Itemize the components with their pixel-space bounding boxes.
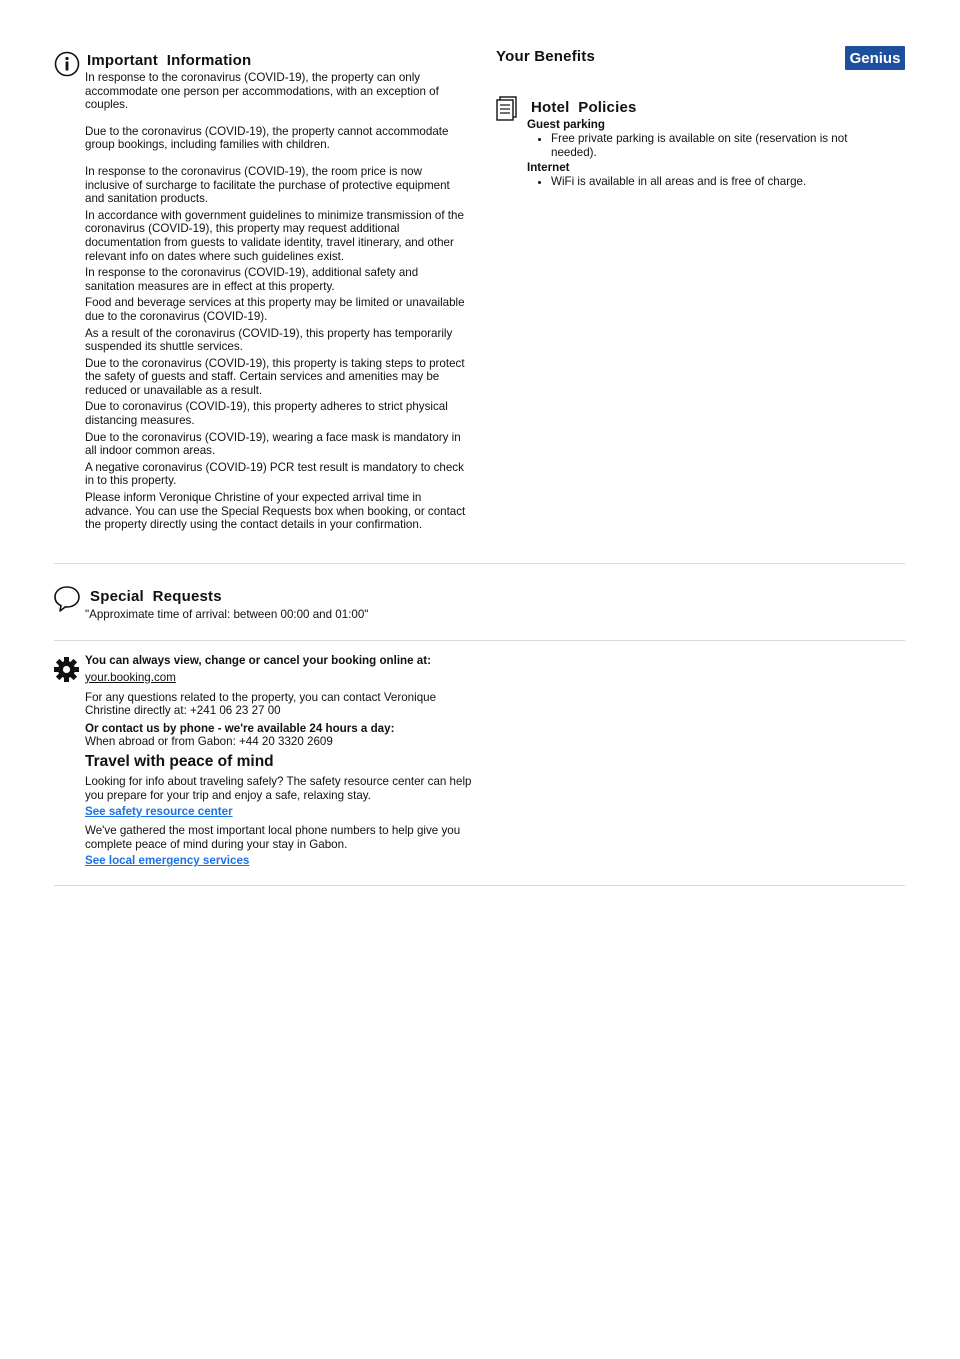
special-requests-text: "Approximate time of arrival: between 00:00 and 01:00" — [85, 608, 369, 621]
special-requests-title: Special Requests — [90, 588, 222, 605]
important-info-title: Important Information — [87, 52, 252, 69]
important-paragraph: In response to the coronavirus (COVID-19), the room price is now inclusive of surcharge to facilitate the purchase of protective equipment and sanitation products. — [85, 164, 450, 206]
emergency-services-link[interactable]: See local emergency services — [85, 854, 250, 868]
important-paragraph: Please inform Veronique Christine of your expected arrival time in advance. You can use the Special Requests box when booking, or contact the property directly using the contact details in your confirmation. — [85, 491, 466, 532]
important-paragraph: A negative coronavirus (COVID-19) PCR test result is mandatory to check in to this property. — [85, 460, 464, 488]
manage-online-text: You can always view, change or cancel your booking online at: — [85, 654, 431, 667]
policies-list — [527, 118, 887, 189]
important-paragraph: Due to coronavirus (COVID-19), this property adheres to strict physical distancing measures. — [85, 400, 448, 428]
booking-link[interactable]: your.booking.com — [85, 670, 176, 684]
benefits-title: Your Benefits — [496, 48, 596, 65]
policy-item: • Free private parking is available on site (reservation is not needed). — [551, 132, 887, 159]
manage-booking-block — [85, 654, 475, 869]
phone-heading: Or contact us by phone - we're available 24 hours a day: — [85, 721, 395, 735]
important-paragraph: Due to the coronavirus (COVID-19), the property cannot accommodate group bookings, including families with children. — [85, 124, 449, 152]
important-paragraph: In accordance with government guidelines to minimize transmission of the coronavirus (COVID-19), this property may request additional documentation from guests to validate identity, travel itinerary, and other relevant info on dates where such guidelines exist. — [85, 208, 464, 263]
policy-items — [527, 132, 887, 159]
hotel-policies-title: Hotel Policies — [531, 99, 637, 116]
document-icon — [495, 96, 519, 122]
policy-item: • WiFi is available in all areas and is free of charge. — [551, 175, 887, 189]
gear-icon — [53, 656, 80, 683]
important-paragraph: As a result of the coronavirus (COVID-19), this property has temporarily suspended its shuttle services. — [85, 326, 453, 354]
important-paragraph: Due to the coronavirus (COVID-19), this property is taking steps to protect the safety of guests and staff. Certain services and amenities may be reduced or unavailable as a result. — [85, 356, 465, 397]
important-paragraph: Due to the coronavirus (COVID-19), wearing a face mask is mandatory in all indoor common areas. — [85, 430, 461, 458]
safety-resource-link[interactable]: See safety resource center — [85, 805, 233, 819]
property-contact-text: For any questions related to the property, you can contact Veronique Christine directly at: +241 06 23 27 00 — [85, 690, 437, 718]
policy-group-label: Guest parking — [527, 118, 605, 131]
info-icon — [54, 51, 80, 77]
emergency-text: We've gathered the most important local phone numbers to help give you complete peace of mind during your stay in Gabon. — [85, 824, 461, 851]
section-divider — [54, 885, 905, 886]
travel-title: Travel with peace of mind — [85, 752, 274, 770]
section-divider — [54, 640, 905, 641]
section-divider — [54, 563, 905, 564]
important-info-body — [85, 71, 467, 532]
important-paragraph: Food and beverage services at this property may be limited or unavailable due to the coronavirus (COVID-19). — [85, 296, 465, 323]
policy-items — [527, 175, 887, 189]
important-paragraph: In response to the coronavirus (COVID-19), the property can only accommodate one person per accommodations, with an exception of couples. — [85, 71, 439, 112]
policy-group-label: Internet — [527, 161, 570, 175]
genius-badge: Genius — [845, 46, 905, 70]
safety-text: Looking for info about traveling safely? The safety resource center can help you prepare for your trip and enjoy a safe, relaxing stay. — [85, 774, 472, 802]
phone-number-text: When abroad or from Gabon: +44 20 3320 2609 — [85, 735, 333, 749]
important-paragraph: In response to the coronavirus (COVID-19), additional safety and sanitation measures are in effect at this property. — [85, 266, 419, 293]
speech-bubble-icon — [53, 585, 81, 613]
